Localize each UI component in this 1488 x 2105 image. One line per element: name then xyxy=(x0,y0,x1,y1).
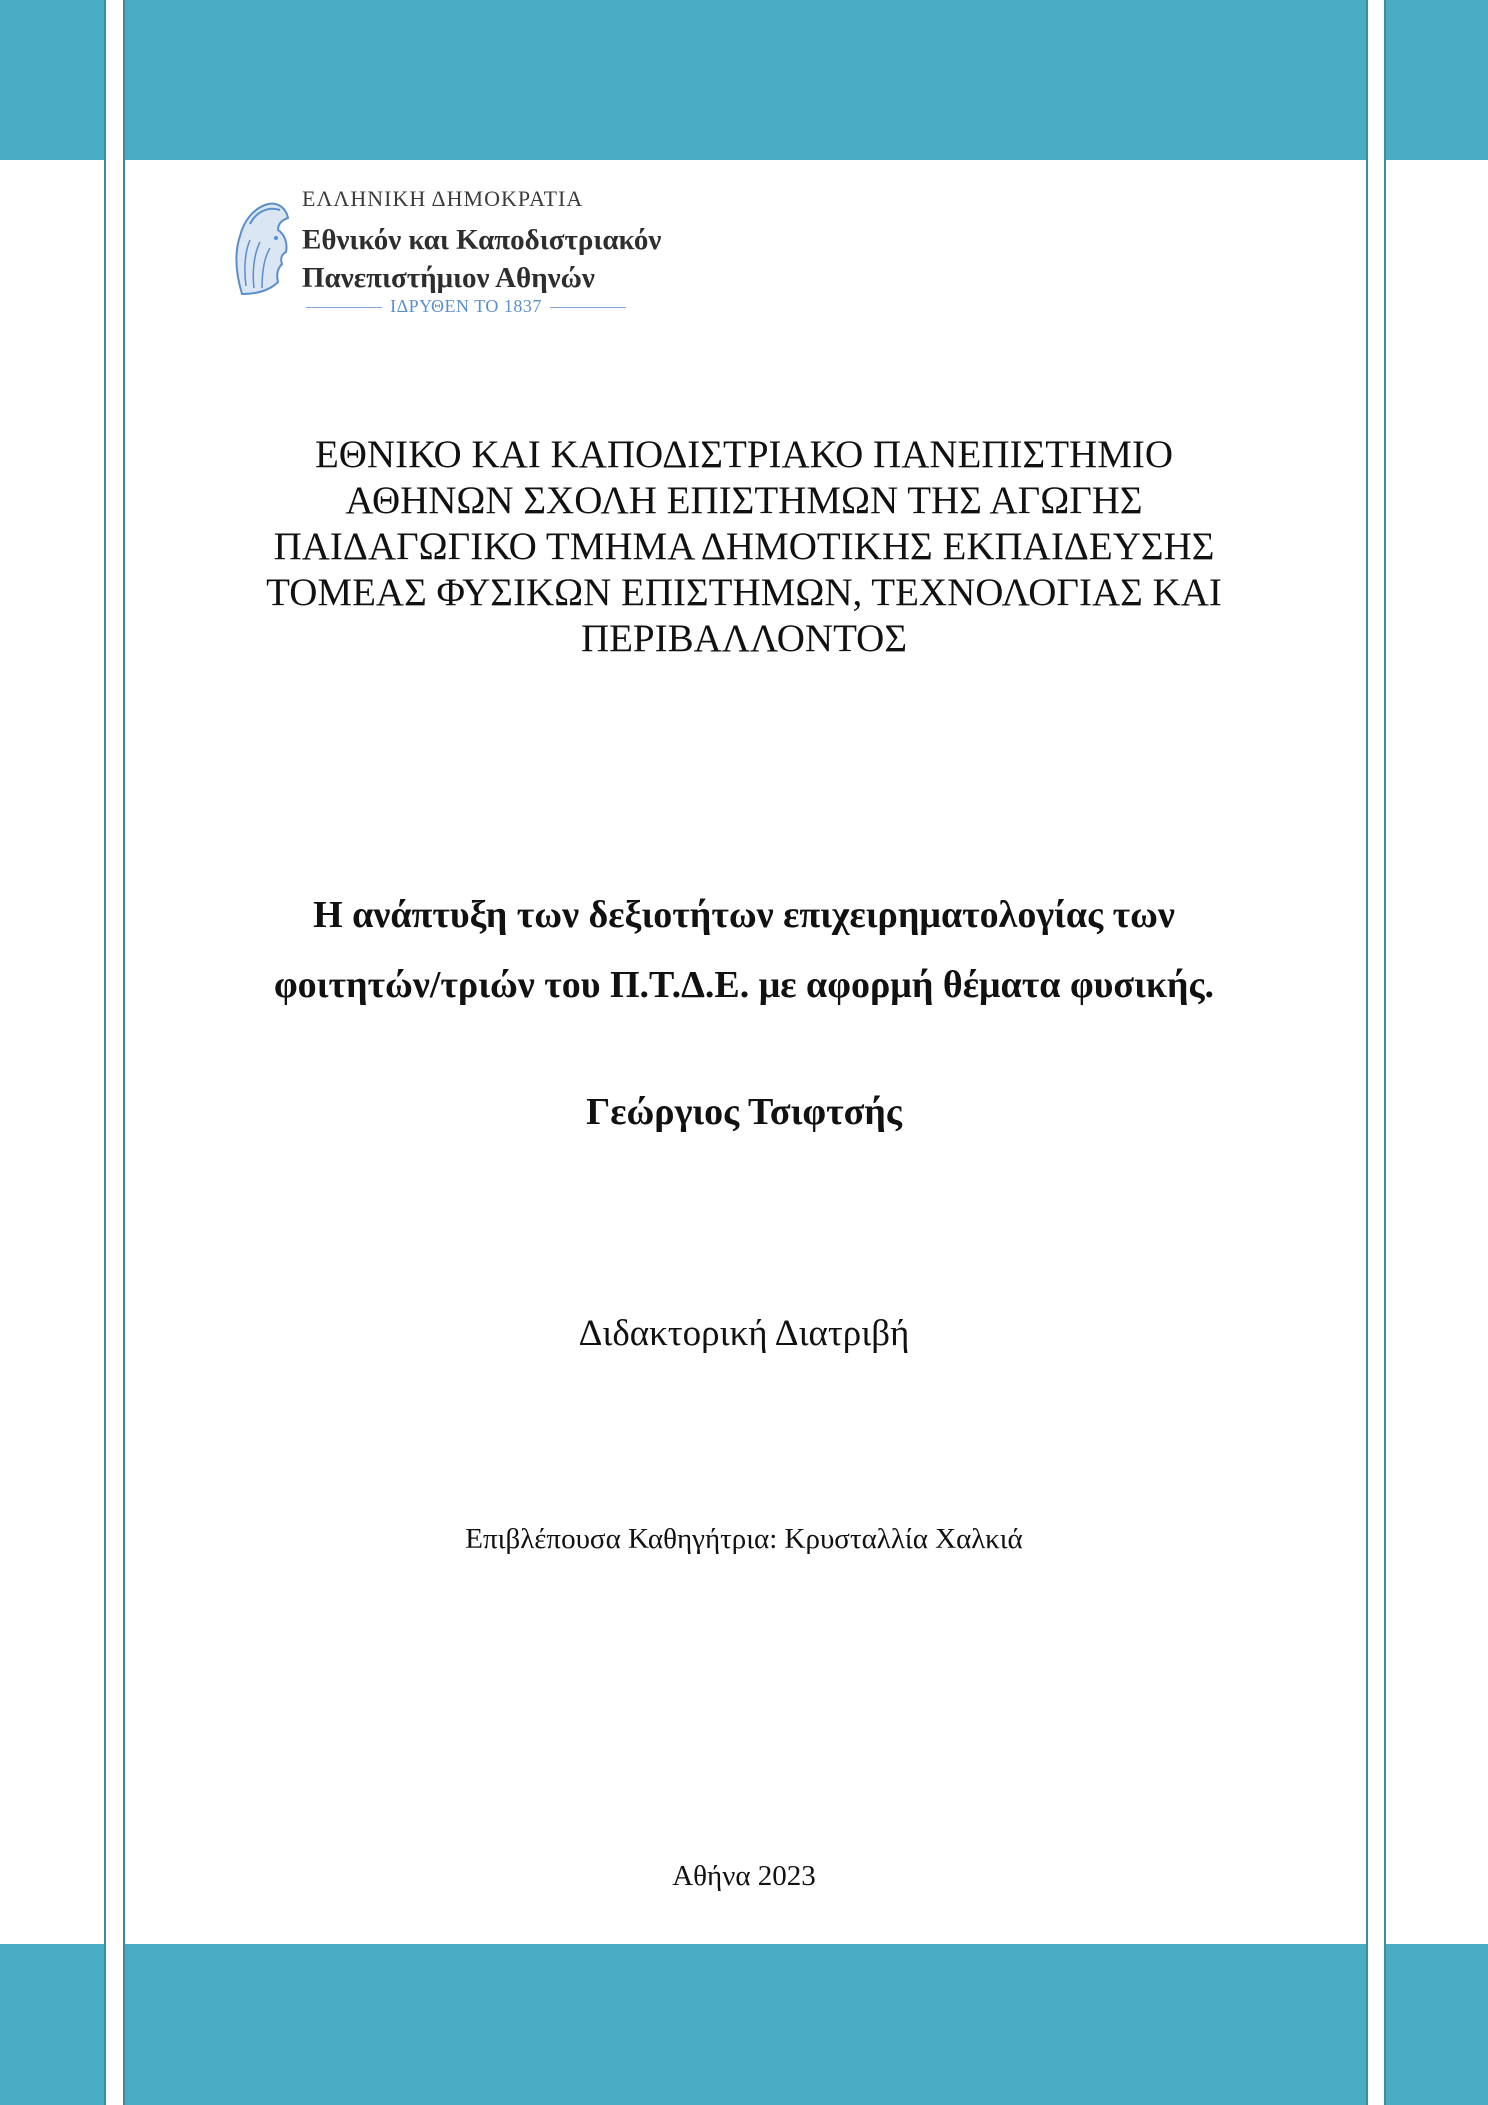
bottom-color-band xyxy=(0,1944,1488,2105)
left-inner-border-line xyxy=(123,0,125,2105)
institution-line: ΕΘΝΙΚΟ ΚΑΙ ΚΑΠΟΔΙΣΤΡΙΑΚΟ ΠΑΝΕΠΙΣΤΗΜΙΟ xyxy=(314,433,1174,476)
logo-founded xyxy=(306,296,626,318)
institution-line: ΤΟΜΕΑΣ ΦΥΣΙΚΩΝ ΕΠΙΣΤΗΜΩΝ, ΤΕΧΝΟΛΟΓΙΑΣ ΚΑΙ xyxy=(266,571,1222,614)
thesis-title xyxy=(200,880,1288,1020)
document-type: Διδακτορική Διατριβή xyxy=(578,1313,910,1354)
logo-university-line2: Πανεπιστήμιον Αθηνών xyxy=(302,262,595,294)
institution-line: ΑΘΗΝΩΝ ΣΧΟΛΗ ΕΠΙΣΤΗΜΩΝ ΤΗΣ ΑΓΩΓΗΣ xyxy=(345,479,1143,522)
athena-head-icon xyxy=(232,194,292,298)
right-white-strip xyxy=(1368,0,1384,2105)
thesis-title-line: Η ανάπτυξη των δεξιοτήτων επιχειρηματολογίας των xyxy=(313,894,1175,936)
top-color-band xyxy=(0,0,1488,160)
place-year: Αθήνα 2023 xyxy=(672,1860,816,1892)
logo-university-line1: Εθνικόν και Καποδιστριακόν xyxy=(302,224,662,256)
right-inner-border-line xyxy=(1366,0,1368,2105)
right-outer-border-line xyxy=(1384,0,1386,2105)
left-white-strip xyxy=(106,0,124,2105)
university-logo xyxy=(232,186,712,320)
institution-heading xyxy=(200,432,1288,662)
institution-line: ΠΕΡΙΒΑΛΛΟΝΤΟΣ xyxy=(580,617,908,660)
thesis-title-line: φοιτητών/τριών του Π.Τ.Δ.Ε. με αφορμή θέματα φυσικής. xyxy=(273,964,1215,1006)
logo-founded-text: ΙΔΡΥΘΕΝ ΤΟ 1837 xyxy=(390,296,542,316)
left-outer-border-line xyxy=(104,0,106,2105)
logo-country-text: ΕΛΛΗΝΙΚΗ ΔΗΜΟΚΡΑΤΙΑ xyxy=(302,186,584,211)
supervisor-line: Επιβλέπουσα Καθηγήτρια: Κρυσταλλία Χαλκιά xyxy=(465,1523,1023,1555)
author-name: Γεώργιος Τσιφτσής xyxy=(586,1091,902,1133)
institution-line: ΠΑΙΔΑΓΩΓΙΚΟ ΤΜΗΜΑ ΔΗΜΟΤΙΚΗΣ ΕΚΠΑΙΔΕΥΣΗΣ xyxy=(273,525,1215,568)
logo-founded-rule-right xyxy=(550,307,626,308)
